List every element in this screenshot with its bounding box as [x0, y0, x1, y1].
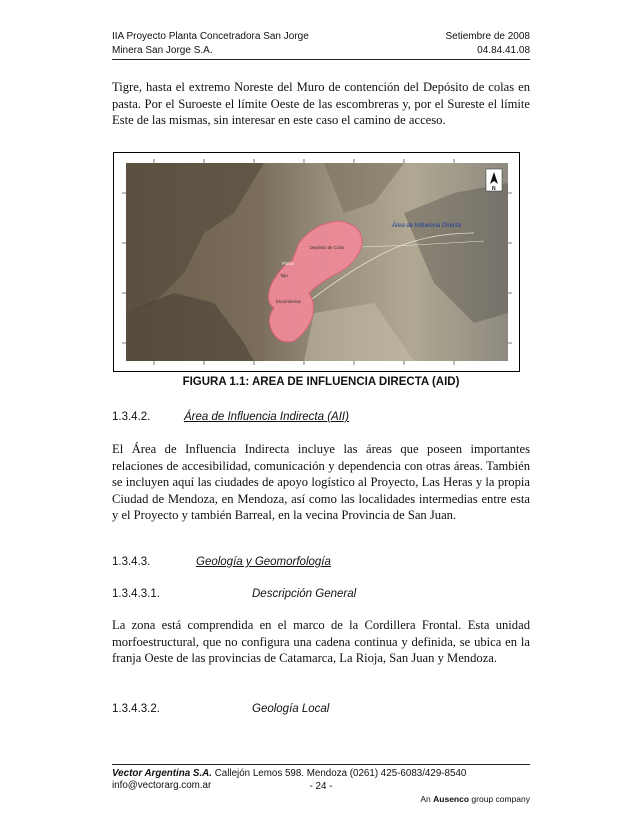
footer-rule [112, 764, 530, 765]
ausenco-tagline [420, 794, 530, 804]
header-project: IIA Proyecto Planta Concetradora San Jorge [112, 31, 309, 42]
section-title: Geología y Geomorfología [196, 556, 331, 568]
section-number: 1.3.4.3. [112, 556, 151, 568]
section-title: Área de Influencia Indirecta (AII) [184, 411, 349, 423]
map-label-escombreras: Escombreras [276, 299, 301, 304]
descripcion-paragraph: La zona está comprendida en el marco de la Cordillera Frontal. Esta unidad morfoestructural, que no configura una cadena continua y definida, se ubica en la franja Oeste de las provincias de Catamarca, La Rioja, San Juan y Mendoza. [112, 618, 530, 665]
tagline-prefix: An [420, 794, 434, 804]
header-client: Minera San Jorge S.A. [112, 45, 213, 56]
header-doc-number: 04.84.41.08 [477, 45, 530, 56]
section-number: 1.3.4.3.1. [112, 588, 160, 600]
aid-map-figure [113, 152, 520, 372]
tagline-suffix: group company [469, 794, 530, 804]
intro-paragraph: Tigre, hasta el extremo Noreste del Muro de contención del Depósito de colas en pasta. Por el Suroeste el límite Oeste de las escombreras y, por el Sureste el límite Este de las mismas, sin interesar en este caso el camino de acceso. [112, 80, 530, 127]
north-arrow-icon [486, 169, 502, 192]
satellite-map [114, 153, 519, 371]
map-label-tajo: Tajo [280, 273, 288, 278]
map-label-deposito: Depósito de Colas [310, 245, 345, 250]
header-date: Setiembre de 2008 [445, 31, 530, 42]
ausenco-brand: Ausenco [433, 794, 470, 804]
section-number: 1.3.4.3.2. [112, 703, 160, 715]
section-title: Geología Local [252, 703, 330, 715]
figure-caption: FIGURA 1.1: AREA DE INFLUENCIA DIRECTA (AID) [182, 376, 460, 388]
footer-company: Vector Argentina S.A. [112, 768, 212, 779]
map-label-planta: Planta [282, 261, 294, 266]
north-label: N [492, 186, 496, 192]
aii-paragraph: El Área de Influencia Indirecta incluye las áreas que poseen importantes relaciones de accesibilidad, comunicación y dependencia con otras áreas. También se incluyen aquí las ciudades de apoyo logístico al Proyecto, Las Heras y la propia Ciudad de Mendoza, en Mendoza, así como las localidades intermedias entre esta y el Proyecto y también Barreal, en la vecina Provincia de San Juan. [112, 442, 530, 522]
section-title: Descripción General [252, 588, 357, 600]
footer-address: Callejón Lemos 598. Mendoza (0261) 425-6083/429-8540 info@vectorarg.com.ar [112, 768, 467, 791]
map-label-aid: Área de Influencia Directa [392, 223, 462, 229]
section-number: 1.3.4.2. [112, 411, 151, 423]
page-number: - 24 - [309, 781, 333, 792]
header-rule [112, 59, 530, 60]
